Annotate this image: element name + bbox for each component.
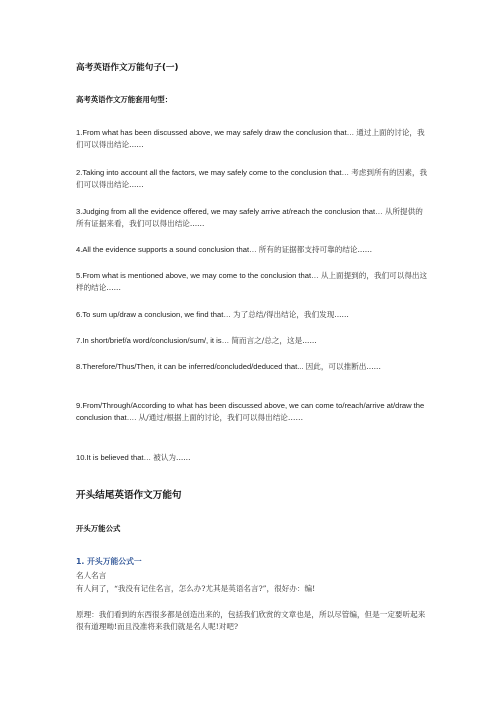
paragraph-2: 原理：我们看到的东西很多都是创造出来的，包括我们欣赏的文章也是，所以尽管编，但是一定要听起来很有道理呦!而且没准将来我们就是名人呢!对吧? [76,610,426,631]
sentence-3 [76,206,428,230]
formula-heading: 1. 开头万能公式一 [76,557,142,566]
sentence-8-cn: 因此，可以推断出...... [305,362,381,371]
sentence-6-cn: 为了总结/得出结论，我们发现...... [233,310,349,319]
sentence-9 [76,400,428,424]
sentence-8 [76,361,428,373]
sentence-5 [76,270,428,294]
sentence-7-en: 7.In short/brief/a word/conclusion/sum/, it is… [76,336,232,345]
sentence-7 [76,335,428,347]
sentence-6-en: 6.To sum up/draw a conclusion, we find that… [76,310,234,319]
sentence-10-cn: 被认为...... [153,453,191,462]
sentence-1-en: 1.From what has been discussed above, we may safely draw the conclusion that… [76,128,357,137]
section-heading: 开头结尾英语作文万能句 [76,490,182,501]
sentence-9-cn: 从/通过/根据上面的讨论，我们可以得出结论…… [138,413,304,422]
sentence-8-en: 8.Therefore/Thus/Then, it can be inferred/concluded/deduced that... [76,362,306,371]
sentence-2-cn: 考虑到所有的因素，我们可以得出结论...... [76,168,428,189]
sentence-6 [76,309,428,321]
formula-label: 名人名言 [76,571,107,580]
sentence-5-cn: 从上面提到的，我们可以得出这样的结论...... [76,271,428,292]
sentence-4-cn: 所有的证据都支持可靠的结论...... [258,245,372,254]
sentence-5-en: 5.From what is mentioned above, we may come to the conclusion that… [76,271,321,280]
sentence-2-en: 2.Taking into account all the factors, we may safely come to the conclusion that… [76,168,352,177]
sentence-10 [76,452,428,464]
sentence-1-cn: 通过上面的讨论，我们可以得出结论...... [76,128,425,149]
document-subtitle: 高考英语作文万能套用句型： [76,95,173,104]
sentence-1 [76,127,428,151]
sentence-4 [76,244,428,256]
document-title: 高考英语作文万能句子(一) [76,63,179,73]
sentence-3-en: 3.Judging from all the evidence offered, we may safely arrive at/reach the conclusion that… [76,207,385,216]
sentence-2 [76,167,428,191]
sentence-9-en: 9.From/Through/According to what has been discussed above, we can come to/reach/arrive at/draw the conclusion that…. [76,401,425,422]
sentence-10-en: 10.It is believed that… [76,453,154,462]
sentence-4-en: 4.All the evidence supports a sound conclusion that… [76,245,259,254]
section-subheading: 开头万能公式 [76,524,121,533]
sentence-7-cn: 简而言之/总之，这是...... [231,336,317,345]
paragraph-1: 有人问了，“我没有记住名言，怎么办?尤其是英语名言?”，很好办：编! [76,584,316,593]
sentence-3-cn: 从所提供的所有证据来看，我们可以得出结论...... [76,207,423,228]
